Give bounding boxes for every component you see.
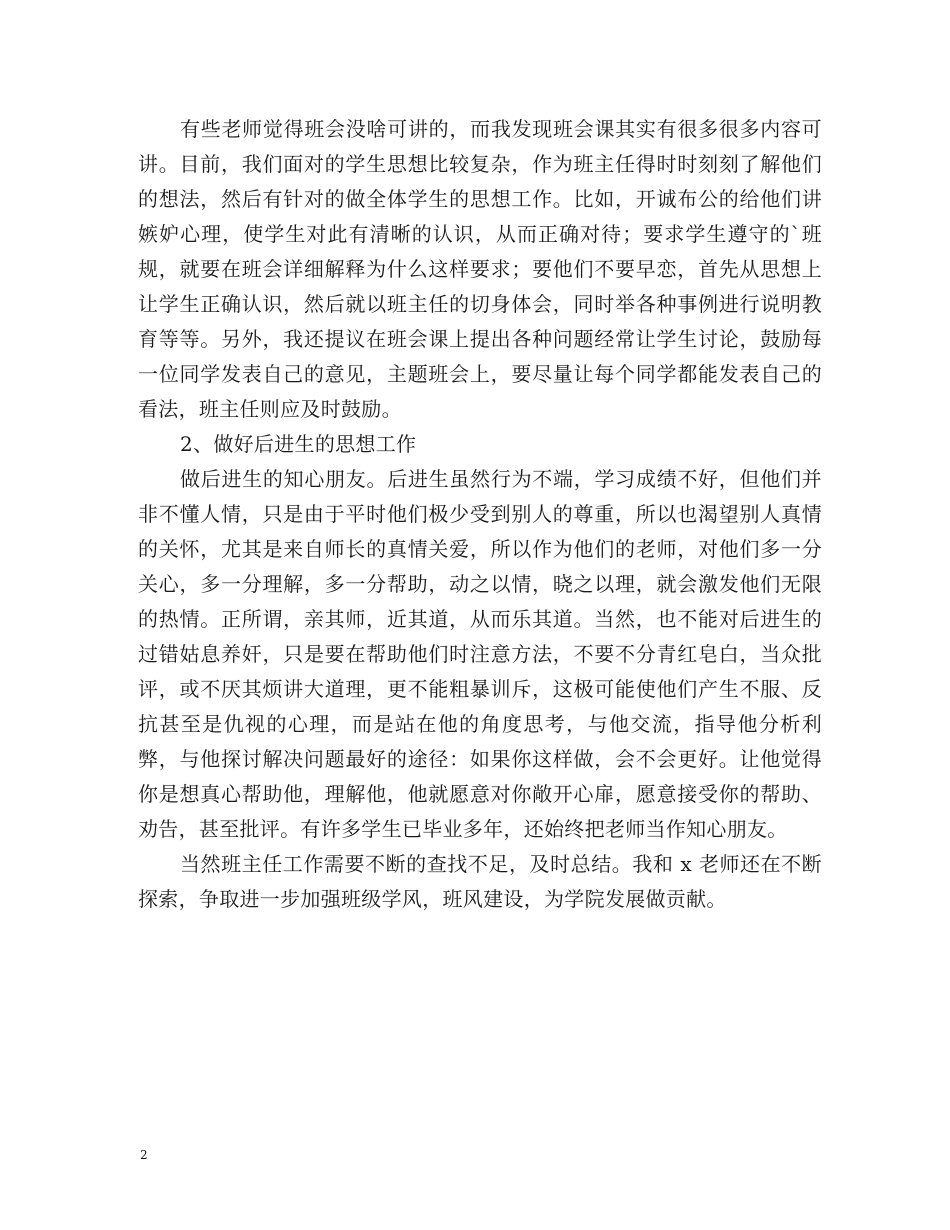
page-number: 2: [140, 1148, 148, 1162]
section-heading-underachievers: 2、做好后进生的思想工作: [180, 432, 417, 456]
paragraph-conclusion: 当然班主任工作需要不断的查找不足，及时总结。我和 x 老师还在不断探索，争取进一步加强班级学风，班风建设，为学院发展做贡献。: [138, 852, 822, 911]
paragraph-underachievers: 做后进生的知心朋友。后进生虽然行为不端，学习成绩不好，但他们并非不懂人情，只是由于平时他们极少受到别人的尊重，所以也渴望别人真情的关怀，尤其是来自师长的真情关爱，所以作为他们的老师，对他们多一分关心，多一分理解，多一分帮助，动之以情，晓之以理，就会激发他们无限的热情。正所谓，亲其师，近其道，从而乐其道。当然，也不能对后进生的过错姑息养奸，只是要在帮助他们时注意方法，不要不分青红皂白，当众批评，或不厌其烦讲大道理，更不能粗暴训斥，这极可能使他们产生不服、反抗甚至是仇视的心理，而是站在他的角度思考，与他交流，指导他分析利弊，与他探讨解决问题最好的途径：如果你这样做，会不会更好。让他觉得你是想真心帮助他，理解他，他就愿意对你敞开心扉，愿意接受你的帮助、劝告，甚至批评。有许多学生已毕业多年，还始终把老师当作知心朋友。: [138, 467, 822, 841]
page-body: [138, 112, 822, 917]
paragraph-class-meeting: 有些老师觉得班会没啥可讲的，而我发现班会课其实有很多很多内容可讲。目前，我们面对的学生思想比较复杂，作为班主任得时时刻刻了解他们的想法，然后有针对的做全体学生的思想工作。比如，开诚布公的给他们讲嫉妒心理，使学生对此有清晰的认识，从而正确对待；要求学生遵守的`班规，就要在班会详细解释为什么这样要求；要他们不要早恋，首先从思想上让学生正确认识，然后就以班主任的切身体会，同时举各种事例进行说明教育等等。另外，我还提议在班会课上提出各种问题经常让学生讨论，鼓励每一位同学发表自己的意见，主题班会上，要尽量让每个同学都能发表自己的看法，班主任则应及时鼓励。: [138, 117, 822, 421]
